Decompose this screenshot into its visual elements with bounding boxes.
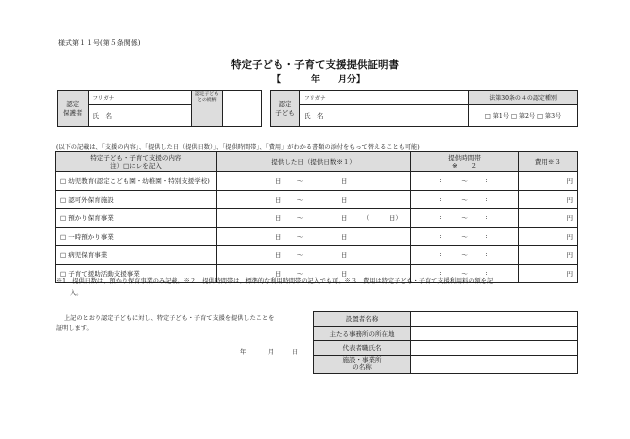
row-day-from: 日 <box>274 214 282 222</box>
support-item-checkbox[interactable] <box>56 209 217 228</box>
cert-type-header: 法第30条の４の認定種別 <box>469 91 578 105</box>
child-box <box>270 90 578 127</box>
row-day-to: 日 <box>340 269 348 278</box>
days-cell[interactable] <box>216 227 411 246</box>
head-cost: 費用※３ <box>518 152 577 172</box>
row-paren: （ 日） <box>362 214 402 222</box>
table-row <box>56 246 578 265</box>
table-row <box>56 227 578 246</box>
certify-text-2: 証明します。 <box>56 325 93 332</box>
row-colon2: : <box>485 250 488 258</box>
guardian-label <box>58 91 89 127</box>
date-month: 月 <box>268 349 275 356</box>
child-furigana-input[interactable] <box>329 91 469 105</box>
row-colon2: : <box>485 231 488 240</box>
row-colon1: : <box>439 250 442 258</box>
guardian-name-label: 氏 名 <box>88 105 114 127</box>
row-day-to: 日 <box>340 251 348 259</box>
child-name-label: 氏 名 <box>299 105 328 127</box>
row-tilde: ～ <box>296 195 304 204</box>
guardian-relation-input[interactable] <box>222 91 261 127</box>
row-tilde: ～ <box>296 232 304 241</box>
time-cell[interactable] <box>411 172 518 191</box>
row-colon1: : <box>439 231 442 240</box>
time-cell[interactable] <box>411 190 518 209</box>
relation-note-2: との続柄 <box>197 98 217 103</box>
row-colon2: : <box>485 194 488 203</box>
row-day-to: 日 <box>340 214 348 222</box>
head-content-1: 特定子ども・子育て支援の内容 <box>90 153 182 162</box>
row-day-from: 日 <box>274 251 282 259</box>
cert-option-2[interactable]: □ 第2号 <box>511 113 536 120</box>
row-time-tilde: ～ <box>461 177 468 185</box>
support-item-checkbox[interactable] <box>56 190 217 209</box>
row-item: □ 一時預かり事業 <box>60 232 114 241</box>
row-item: □ 幼児教育(認定こども園・幼稚園・特別支援学校) <box>60 177 210 186</box>
row-colon1: : <box>439 268 442 277</box>
days-cell[interactable] <box>216 209 411 228</box>
child-name-input[interactable] <box>329 105 469 127</box>
cert-option-3[interactable]: □ 第3号 <box>537 113 562 120</box>
relation-note-1: 認定子ども <box>194 92 219 97</box>
date-year: 年 <box>240 349 247 356</box>
row-time-tilde: ～ <box>461 251 468 259</box>
row-colon1: : <box>439 194 442 203</box>
days-cell[interactable] <box>216 246 411 265</box>
row-colon1: : <box>439 213 442 221</box>
provider-owner-input[interactable] <box>411 312 578 327</box>
row-day-from: 日 <box>274 232 282 241</box>
row-day-to: 日 <box>340 232 348 241</box>
row-yen: 円 <box>566 251 573 260</box>
provider-office-input[interactable] <box>411 326 578 341</box>
table-row <box>56 172 578 191</box>
guardian-label-2: 保護者 <box>63 108 83 117</box>
row-item: □ 病児保育事業 <box>60 251 108 260</box>
row-yen: 円 <box>566 232 573 241</box>
date-day: 日 <box>292 349 299 356</box>
page-title: 特定子ども・子育て支援提供証明書 <box>231 59 399 71</box>
row-yen: 円 <box>566 269 573 278</box>
period-open: 【 <box>272 75 282 85</box>
row-colon1: : <box>439 176 442 184</box>
period-year: 年 <box>311 75 321 85</box>
period-month: 月分】 <box>338 75 366 85</box>
support-item-checkbox[interactable] <box>56 227 217 246</box>
row-tilde: ～ <box>296 269 304 278</box>
row-colon2: : <box>485 213 488 221</box>
cost-cell[interactable] <box>518 227 577 246</box>
row-day-to: 日 <box>340 177 348 185</box>
guardian-box <box>57 90 262 127</box>
cost-cell[interactable] <box>518 190 577 209</box>
row-time-tilde: ～ <box>461 232 468 241</box>
row-time-tilde: ～ <box>461 214 468 222</box>
provider-office-label: 主たる事務所の所在地 <box>314 326 411 341</box>
instruction-text: (以下の記載は、「支援の内容」、「提供した日（提供日数）」、「提供時間帯」、「費用」がわかる書類の添付をもって替えることも可能) <box>56 144 420 151</box>
provider-owner-label: 設置者名称 <box>314 312 411 327</box>
head-content <box>56 152 217 172</box>
footnote-1: ※1 提供日数は、預かり保育事業のみ記載。※２ 提供時間帯は、標準的な利用時間帯の記入でも可。※３ 費用は特定子ども・子育て支援利用料の額を記 <box>56 278 494 285</box>
row-time-tilde: ～ <box>461 269 468 278</box>
footnote-2: 入。 <box>70 290 83 297</box>
cert-option-1[interactable]: □ 第1号 <box>484 113 510 120</box>
cost-cell[interactable] <box>518 246 577 265</box>
row-item: □ 子育て援助活動支援事業 <box>60 269 140 278</box>
provider-facility-input[interactable] <box>411 355 578 373</box>
certify-text-1: 上記のとおり認定子どもに対し、特定子ども・子育て支援を提供したことを <box>64 315 275 322</box>
row-day-from: 日 <box>274 177 282 185</box>
guardian-name-input[interactable] <box>115 105 192 127</box>
row-colon2: : <box>485 176 488 184</box>
provider-facility-label <box>314 355 411 373</box>
support-item-checkbox[interactable] <box>56 172 217 191</box>
period-line <box>272 72 365 85</box>
facility-label-1: 施設・事業所 <box>342 355 382 364</box>
provider-rep-input[interactable] <box>411 341 578 356</box>
row-yen: 円 <box>566 214 573 223</box>
head-content-2: 注）□にレを記入 <box>110 161 162 170</box>
row-tilde: ～ <box>296 177 304 185</box>
row-yen: 円 <box>566 177 573 186</box>
row-day-from: 日 <box>274 269 282 278</box>
support-item-checkbox[interactable] <box>56 246 217 265</box>
provider-table <box>313 311 578 374</box>
time-cell[interactable] <box>411 246 518 265</box>
head-time-1: 提供時間帯 <box>448 153 481 162</box>
cost-cell[interactable] <box>518 209 577 228</box>
row-item: □ 認可外保育施設 <box>60 195 114 204</box>
time-cell[interactable] <box>411 227 518 246</box>
child-label <box>271 91 300 127</box>
row-yen: 円 <box>566 195 573 204</box>
guardian-furigana-input[interactable] <box>115 91 192 105</box>
child-furigana-label: フリガナ <box>299 91 328 105</box>
cost-cell[interactable] <box>518 264 577 283</box>
head-days: 提供した日（提供日数※１） <box>216 152 411 172</box>
guardian-label-1: 認定 <box>66 99 80 108</box>
row-colon2: : <box>485 268 488 277</box>
child-label-2: 子ども <box>275 108 295 117</box>
head-time <box>411 152 518 172</box>
row-day-to: 日 <box>340 195 348 204</box>
row-tilde: ～ <box>296 214 304 222</box>
table-row <box>56 209 578 228</box>
row-tilde: ～ <box>296 251 304 259</box>
form-id: 様式第１１号(第５条関係) <box>58 39 141 47</box>
row-item: □ 預かり保育事業 <box>60 214 114 223</box>
row-time-tilde: ～ <box>461 195 468 204</box>
table-row <box>56 190 578 209</box>
head-time-2: ※ ２ <box>452 161 478 170</box>
guardian-relation-label <box>192 91 223 127</box>
time-cell[interactable] <box>411 209 518 228</box>
cert-type-options <box>469 105 578 127</box>
support-table <box>55 151 578 283</box>
cost-cell[interactable] <box>518 172 577 191</box>
guardian-furigana-label: フリガナ <box>88 91 114 105</box>
provider-rep-label: 代表者職氏名 <box>314 341 411 356</box>
facility-label-2: の名称 <box>352 363 372 371</box>
child-label-1: 認定 <box>278 99 292 108</box>
days-cell[interactable] <box>216 172 411 191</box>
row-day-from: 日 <box>274 195 282 204</box>
days-cell[interactable] <box>216 190 411 209</box>
